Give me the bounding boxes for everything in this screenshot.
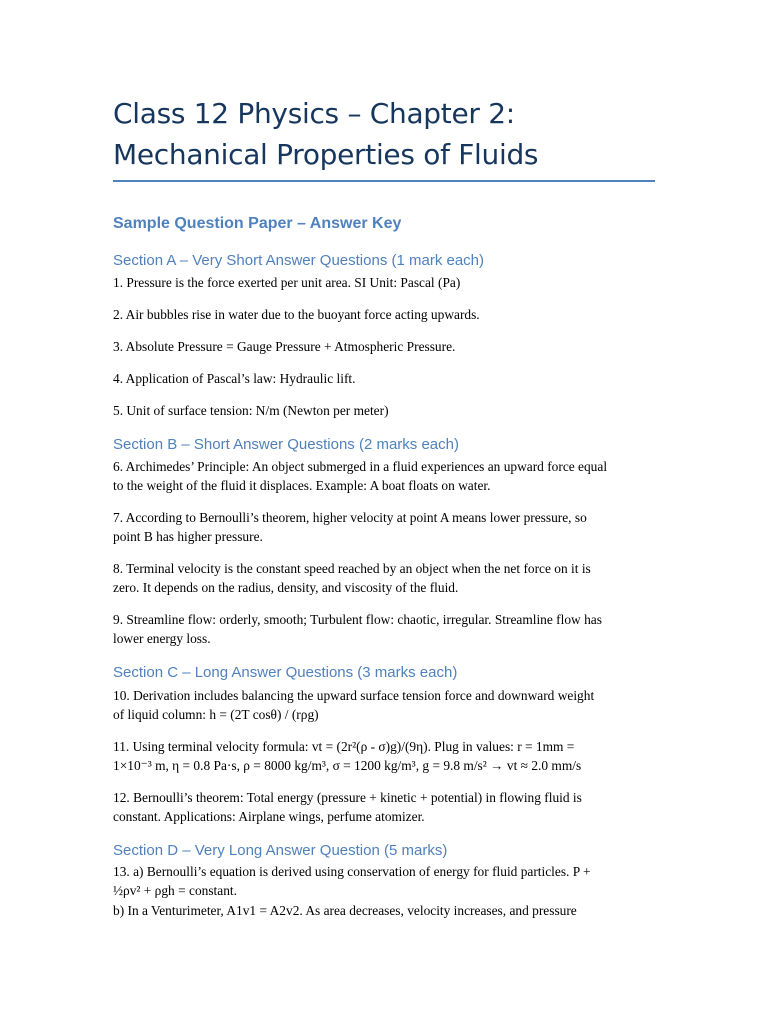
answer-10-line-2: of liquid column: h = (2T cosθ) / (rρg) — [113, 707, 319, 722]
answer-13-line-1: 13. a) Bernoulli’s equation is derived using conservation of energy for fluid particles. P + — [113, 864, 591, 879]
answer-11-line-1: 11. Using terminal velocity formula: vt = (2r²(ρ - σ)g)/(9η). Plug in values: r = 1mm = — [113, 739, 575, 754]
answer-6-line-1: 6. Archimedes’ Principle: An object submerged in a fluid experiences an upward force equal — [113, 459, 608, 474]
answer-10-line-1: 10. Derivation includes balancing the upward surface tension force and downward weight — [113, 688, 595, 703]
answer-1: 1. Pressure is the force exerted per unit area. SI Unit: Pascal (Pa) — [113, 275, 461, 290]
answer-11-line-2: 1×10⁻³ m, η = 0.8 Pa·s, ρ = 8000 kg/m³, σ = 1200 kg/m³, g = 9.8 m/s² → vt ≈ 2.0 mm/s — [113, 758, 582, 773]
document-title-line-1: Class 12 Physics – Chapter 2: — [113, 97, 515, 130]
section-d-heading: Section D – Very Long Answer Question (5 marks) — [113, 842, 448, 859]
answer-13-line-2: ½ρv² + ρgh = constant. — [113, 883, 237, 898]
document-subtitle: Sample Question Paper – Answer Key — [113, 215, 402, 232]
answer-7-line-2: point B has higher pressure. — [113, 529, 263, 544]
document-title-line-2: Mechanical Properties of Fluids — [113, 138, 539, 171]
section-a-heading: Section A – Very Short Answer Questions (1 mark each) — [113, 252, 485, 269]
answer-3: 3. Absolute Pressure = Gauge Pressure + Atmospheric Pressure. — [113, 339, 456, 354]
answer-9-line-1: 9. Streamline flow: orderly, smooth; Turbulent flow: chaotic, irregular. Streamline flow has — [113, 612, 602, 627]
answer-5: 5. Unit of surface tension: N/m (Newton per meter) — [113, 403, 389, 418]
answer-7-line-1: 7. According to Bernoulli’s theorem, higher velocity at point A means lower pressure, so — [113, 510, 587, 525]
answer-2: 2. Air bubbles rise in water due to the buoyant force acting upwards. — [113, 307, 480, 322]
answer-12-line-2: constant. Applications: Airplane wings, perfume atomizer. — [113, 809, 425, 824]
answer-6-line-2: to the weight of the fluid it displaces. Example: A boat floats on water. — [113, 478, 491, 493]
answer-8-line-2: zero. It depends on the radius, density, and viscosity of the fluid. — [113, 580, 459, 595]
answer-13-line-3: b) In a Venturimeter, A1v1 = A2v2. As area decreases, velocity increases, and pressure — [113, 903, 577, 918]
answer-4: 4. Application of Pascal’s law: Hydraulic lift. — [113, 371, 356, 386]
section-b-heading: Section B – Short Answer Questions (2 marks each) — [113, 436, 459, 453]
section-c-heading: Section C – Long Answer Questions (3 marks each) — [113, 664, 458, 681]
answer-12-line-1: 12. Bernoulli’s theorem: Total energy (pressure + kinetic + potential) in flowing fluid is — [113, 790, 582, 805]
title-divider — [113, 180, 655, 182]
answer-9-line-2: lower energy loss. — [113, 631, 211, 646]
answer-8-line-1: 8. Terminal velocity is the constant speed reached by an object when the net force on it is — [113, 561, 591, 576]
